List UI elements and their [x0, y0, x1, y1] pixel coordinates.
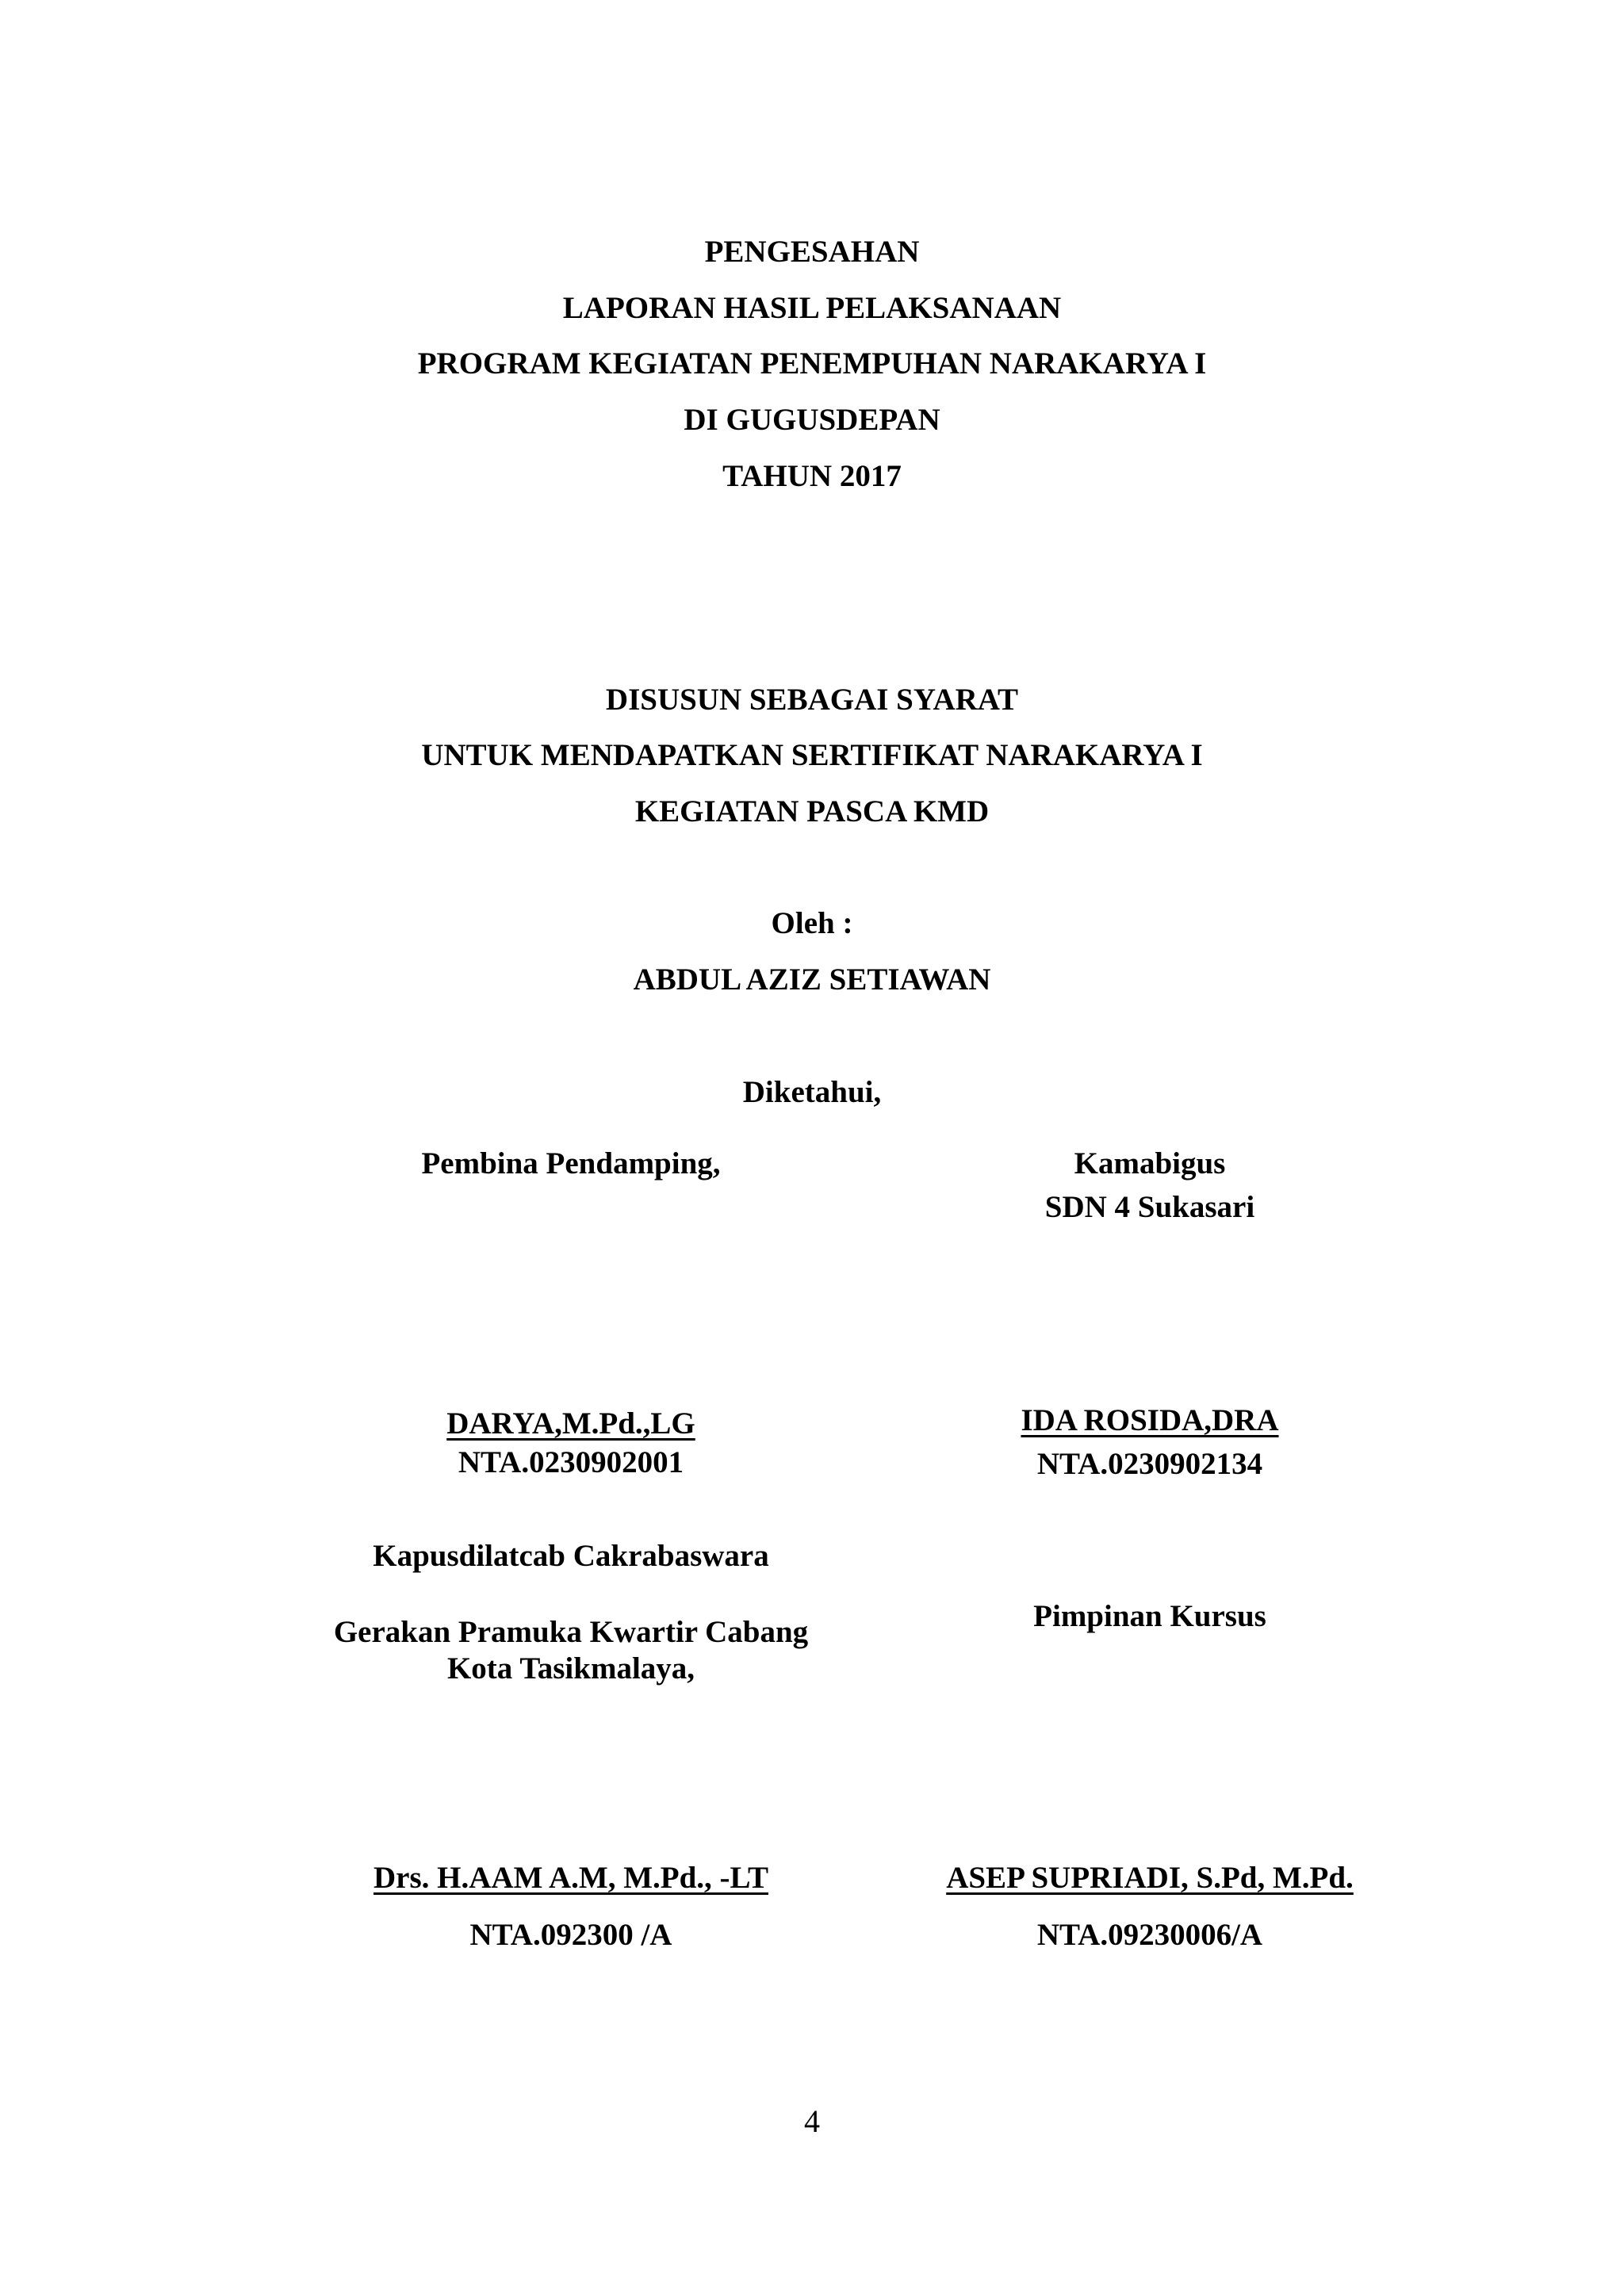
- right-bottom-nta: NTA.09230006/A: [1036, 1918, 1263, 1952]
- by-label: Oleh :: [771, 906, 853, 940]
- right-bottom-role: Pimpinan Kursus: [1033, 1599, 1266, 1633]
- left-bottom-role-line1: Kapusdilatcab Cakrabaswara: [373, 1539, 769, 1573]
- title-gugusdepan: DI GUGUSDEPAN: [684, 403, 940, 437]
- title-tahun: TAHUN 2017: [722, 459, 902, 493]
- known-label: Diketahui,: [742, 1075, 882, 1109]
- left-top-signatory-name: DARYA,M.Pd.,LG: [446, 1406, 695, 1441]
- purpose-kegiatan: KEGIATAN PASCA KMD: [634, 794, 990, 828]
- right-bottom-signatory-name: ASEP SUPRIADI, S.Pd, M.Pd.: [946, 1861, 1354, 1895]
- purpose-disusun: DISUSUN SEBAGAI SYARAT: [605, 683, 1019, 717]
- left-bottom-role-line2: Gerakan Pramuka Kwartir Cabang: [333, 1615, 809, 1649]
- purpose-sertifikat: UNTUK MENDAPATKAN SERTIFIKAT NARAKARYA I: [421, 738, 1203, 772]
- right-top-nta: NTA.0230902134: [1036, 1447, 1263, 1481]
- page-number: 4: [804, 2103, 820, 2139]
- left-top-role: Pembina Pendamping,: [421, 1146, 721, 1181]
- left-bottom-signatory-name: Drs. H.AAM A.M, M.Pd., -LT: [373, 1861, 768, 1895]
- left-bottom-role-line3: Kota Tasikmalaya,: [446, 1651, 695, 1686]
- author-name: ABDUL AZIZ SETIAWAN: [633, 962, 991, 997]
- right-top-signatory-name: IDA ROSIDA,DRA: [1021, 1403, 1279, 1437]
- left-bottom-nta: NTA.092300 /A: [469, 1918, 672, 1952]
- title-laporan: LAPORAN HASIL PELAKSANAAN: [562, 291, 1062, 325]
- right-top-role-line1: Kamabigus: [1074, 1146, 1226, 1181]
- left-top-nta: NTA.0230902001: [458, 1445, 684, 1479]
- title-pengesahan: PENGESAHAN: [704, 235, 920, 269]
- right-top-role-line2: SDN 4 Sukasari: [1044, 1190, 1255, 1224]
- title-program: PROGRAM KEGIATAN PENEMPUHAN NARAKARYA I: [417, 346, 1207, 381]
